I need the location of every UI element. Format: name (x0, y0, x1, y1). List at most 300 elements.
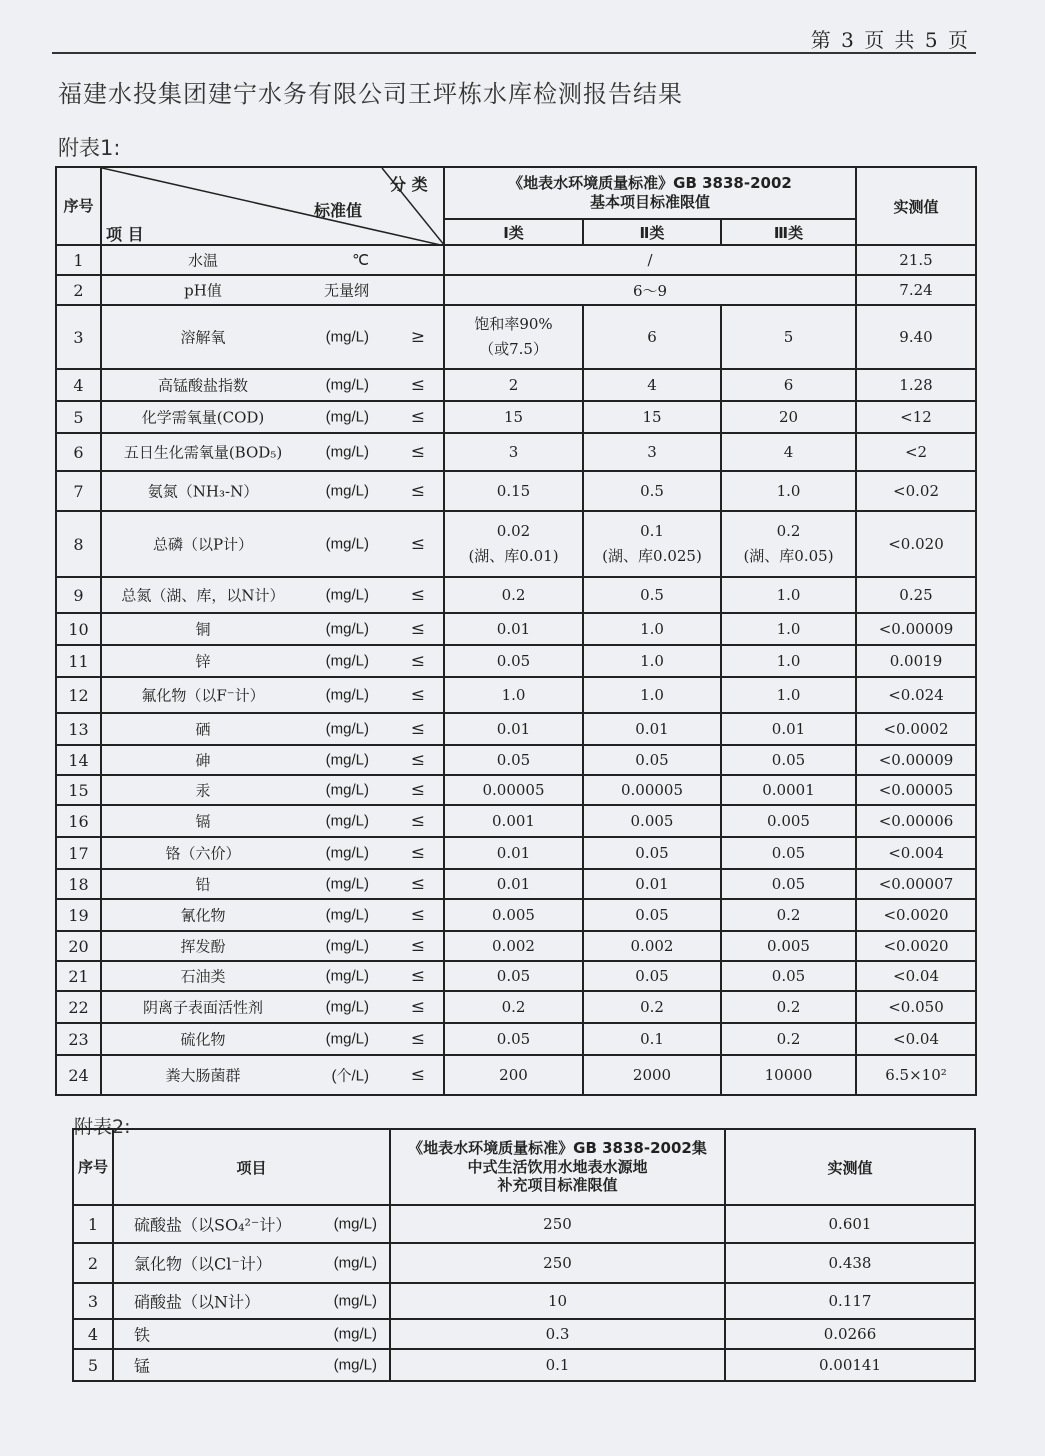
item-cell (101, 433, 444, 471)
item-name: 铁 (134, 1325, 151, 1345)
table-row (56, 645, 976, 677)
item-cell (101, 961, 444, 991)
item-relation: ≤ (410, 750, 425, 770)
t2-measured-header: 实测值 (725, 1129, 975, 1205)
serial-cell: 20 (56, 931, 101, 961)
c2-limit-cell: 1.0 (583, 645, 721, 677)
item-relation: ≤ (410, 811, 425, 831)
c1-limit-line2: （或7.5） (479, 340, 548, 358)
t2-serial-header: 序号 (73, 1129, 113, 1205)
item-unit: (mg/L) (325, 535, 369, 553)
measured-cell: <0.0020 (856, 931, 976, 961)
item-name: 铬（六价） (165, 844, 241, 863)
item-unit: (mg/L) (325, 686, 369, 704)
table-row (56, 471, 976, 511)
item-name: 硒 (195, 720, 211, 739)
item-cell (101, 869, 444, 899)
item-unit: (mg/L) (325, 937, 369, 955)
document-title: 福建水投集团建宁水务有限公司王坪栋水库检测报告结果 (58, 80, 683, 108)
item-unit: (mg/L) (325, 875, 369, 893)
item-name: 氟化物（以F⁻计） (141, 686, 265, 705)
measured-cell: 21.5 (856, 245, 976, 275)
c3-limit-line1: 0.2 (776, 522, 801, 541)
item-unit: (mg/L) (325, 720, 369, 738)
item-unit: (mg/L) (325, 652, 369, 670)
c2-limit-cell: 1.0 (583, 613, 721, 645)
c1-limit-cell: 0.2 (444, 991, 583, 1023)
c3-limit-cell: 0.05 (721, 745, 856, 775)
standard-title-line1: 《地表水环境质量标准》GB 3838-2002 (508, 174, 792, 193)
measured-cell: 9.40 (856, 305, 976, 369)
basic-items-table (55, 166, 977, 1096)
table-row (73, 1319, 975, 1349)
c3-limit-cell: 1.0 (721, 645, 856, 677)
item-cell (101, 1023, 444, 1055)
item-name: 五日生化需氧量(BOD₅) (123, 443, 283, 462)
c3-limit-cell: 0.2 (721, 1023, 856, 1055)
item-unit: (mg/L) (325, 376, 369, 394)
serial-cell: 1 (56, 245, 101, 275)
serial-cell: 18 (56, 869, 101, 899)
item-cell (113, 1283, 390, 1319)
c2-limit-cell: 0.05 (583, 745, 721, 775)
table-row (56, 713, 976, 745)
measured-cell: <0.04 (856, 1023, 976, 1055)
item-cell (101, 471, 444, 511)
t2-item-header: 项目 (113, 1129, 390, 1205)
header-rule (52, 52, 976, 54)
page-number: 第 3 页 共 5 页 (810, 28, 970, 52)
c1-limit-cell: 0.01 (444, 713, 583, 745)
item-name: 化学需氧量(COD) (141, 408, 265, 427)
t2-standard-header (390, 1129, 725, 1205)
item-name: 铅 (195, 875, 211, 894)
measured-cell: <0.04 (856, 961, 976, 991)
c1-limit-cell: 3 (444, 433, 583, 471)
measured-cell: <0.00005 (856, 775, 976, 805)
item-unit: (mg/L) (325, 751, 369, 769)
item-cell (101, 401, 444, 433)
c3-limit-cell: 10000 (721, 1055, 856, 1095)
c3-limit-cell: 0.005 (721, 931, 856, 961)
c2-limit-cell: 0.2 (583, 991, 721, 1023)
c1-limit-cell: 0.05 (444, 1023, 583, 1055)
item-cell (113, 1243, 390, 1283)
c1-limit-cell: 1.0 (444, 677, 583, 713)
item-cell (101, 275, 444, 305)
item-cell (101, 713, 444, 745)
c2-limit-line2: (湖、库0.025) (602, 547, 702, 565)
c1-limit-cell: 0.05 (444, 745, 583, 775)
limit-cell: 250 (390, 1205, 725, 1243)
c2-limit-cell: 15 (583, 401, 721, 433)
c1-limit-cell: 0.005 (444, 899, 583, 931)
serial-cell: 24 (56, 1055, 101, 1095)
measured-cell: <0.024 (856, 677, 976, 713)
item-relation: ≤ (410, 905, 425, 925)
table-row (56, 1023, 976, 1055)
item-relation: ≤ (410, 719, 425, 739)
measured-cell: 0.0266 (725, 1319, 975, 1349)
serial-cell: 9 (56, 577, 101, 613)
table-row (56, 613, 976, 645)
standard-label: 标准值 (314, 201, 363, 220)
c1-limit-cell: 0.05 (444, 645, 583, 677)
table-row (56, 245, 976, 275)
table-row (56, 1055, 976, 1095)
class3-header: Ⅲ类 (721, 219, 856, 245)
item-name: 氨氮（NH₃-N） (147, 482, 259, 501)
serial-cell: 1 (73, 1205, 113, 1243)
item-unit: (mg/L) (333, 1215, 377, 1233)
item-standard-header (101, 167, 444, 245)
c3-limit-cell: 0.005 (721, 805, 856, 837)
item-cell (113, 1205, 390, 1243)
item-unit: (mg/L) (325, 586, 369, 604)
c3-limit-cell: 1.0 (721, 677, 856, 713)
item-label: 项 目 (106, 225, 144, 244)
c3-limit-cell: 0.01 (721, 713, 856, 745)
c1-limit-line1: 0.02 (496, 522, 531, 541)
item-relation: ≤ (410, 651, 425, 671)
table-row (56, 677, 976, 713)
measured-cell: <0.050 (856, 991, 976, 1023)
standard-title-line2: 基本项目标准限值 (589, 193, 710, 211)
item-unit: (mg/L) (325, 967, 369, 985)
measured-cell: <0.0002 (856, 713, 976, 745)
table-row (56, 991, 976, 1023)
c2-limit-cell: 6 (583, 305, 721, 369)
measured-cell: <2 (856, 433, 976, 471)
measured-cell: <0.004 (856, 837, 976, 869)
limit-cell: 250 (390, 1243, 725, 1283)
item-relation: ≤ (410, 780, 425, 800)
measured-cell: 7.24 (856, 275, 976, 305)
c2-limit-cell: 0.5 (583, 471, 721, 511)
measured-cell: <0.00009 (856, 745, 976, 775)
item-name: 汞 (195, 781, 211, 800)
item-relation: ≤ (410, 997, 425, 1017)
item-unit: (mg/L) (325, 482, 369, 500)
item-cell (113, 1319, 390, 1349)
item-name: 砷 (195, 751, 211, 770)
merged-limit-cell: 6～9 (444, 275, 856, 305)
serial-cell: 5 (56, 401, 101, 433)
c2-limit-cell: 0.00005 (583, 775, 721, 805)
c2-limit-cell: 0.1 (583, 1023, 721, 1055)
c3-limit-cell (721, 511, 856, 577)
c1-limit-cell: 200 (444, 1055, 583, 1095)
item-unit: (mg/L) (325, 408, 369, 426)
table-row (56, 275, 976, 305)
c3-limit-cell: 0.2 (721, 899, 856, 931)
table1-label: 附表1: (58, 136, 121, 160)
item-name: 石油类 (180, 967, 226, 986)
item-relation: ≤ (410, 407, 425, 427)
item-relation: ≤ (410, 685, 425, 705)
item-cell (101, 577, 444, 613)
t2-standard-line2: 中式生活饮用水地表水源地 (467, 1157, 648, 1176)
serial-cell: 5 (73, 1349, 113, 1381)
c1-limit-cell: 2 (444, 369, 583, 401)
serial-cell: 12 (56, 677, 101, 713)
serial-cell: 2 (56, 275, 101, 305)
serial-cell: 22 (56, 991, 101, 1023)
item-name: 硝酸盐（以N计） (134, 1292, 261, 1312)
c1-limit-cell: 0.01 (444, 613, 583, 645)
item-cell (113, 1349, 390, 1381)
item-name: 高锰酸盐指数 (157, 376, 248, 395)
item-name: 镉 (195, 812, 211, 831)
item-name: 锌 (195, 652, 211, 671)
c1-limit-line1: 饱和率90% (474, 315, 553, 334)
item-name: 粪大肠菌群 (165, 1066, 241, 1085)
measured-cell: 0.117 (725, 1283, 975, 1319)
table-row (56, 837, 976, 869)
table-row (73, 1283, 975, 1319)
item-cell (101, 613, 444, 645)
item-name: 挥发酚 (180, 937, 226, 956)
item-relation: ≤ (410, 481, 425, 501)
item-cell (101, 991, 444, 1023)
serial-header: 序号 (56, 167, 101, 245)
item-relation: ≤ (410, 1065, 425, 1085)
item-name: 锰 (134, 1356, 151, 1376)
table-row (56, 961, 976, 991)
measured-cell: <0.02 (856, 471, 976, 511)
measured-header: 实测值 (856, 167, 976, 245)
serial-cell: 15 (56, 775, 101, 805)
item-relation: ≤ (410, 966, 425, 986)
measured-cell: 0.0019 (856, 645, 976, 677)
class2-header: Ⅱ类 (583, 219, 721, 245)
c3-limit-cell: 6 (721, 369, 856, 401)
c3-limit-cell: 20 (721, 401, 856, 433)
item-name: 硫酸盐（以SO₄²⁻计） (134, 1215, 292, 1235)
c1-limit-cell: 0.2 (444, 577, 583, 613)
serial-cell: 17 (56, 837, 101, 869)
standard-title-header (444, 167, 856, 219)
serial-cell: 3 (56, 305, 101, 369)
item-cell (101, 745, 444, 775)
c2-limit-line1: 0.1 (640, 522, 664, 541)
supplementary-items-table (72, 1128, 976, 1382)
item-unit: 无量纲 (323, 282, 369, 300)
c2-limit-cell: 0.01 (583, 713, 721, 745)
c1-limit-cell: 15 (444, 401, 583, 433)
measured-cell: 6.5×10² (856, 1055, 976, 1095)
item-relation: ≤ (410, 534, 425, 554)
c3-limit-line2: (湖、库0.05) (743, 547, 834, 565)
c1-limit-cell: 0.05 (444, 961, 583, 991)
c2-limit-cell: 0.05 (583, 837, 721, 869)
item-unit: (mg/L) (325, 906, 369, 924)
item-name: 铜 (195, 620, 211, 639)
measured-cell: <0.00007 (856, 869, 976, 899)
c3-limit-cell: 4 (721, 433, 856, 471)
measured-cell: <0.00006 (856, 805, 976, 837)
measured-cell: <0.020 (856, 511, 976, 577)
serial-cell: 16 (56, 805, 101, 837)
c2-limit-cell: 0.05 (583, 961, 721, 991)
c1-limit-cell: 0.15 (444, 471, 583, 511)
serial-cell: 6 (56, 433, 101, 471)
item-name: 氰化物 (180, 906, 226, 925)
serial-cell: 8 (56, 511, 101, 577)
serial-cell: 19 (56, 899, 101, 931)
item-relation: ≤ (410, 1029, 425, 1049)
c3-limit-cell: 0.05 (721, 869, 856, 899)
serial-cell: 3 (73, 1283, 113, 1319)
table2-label: 附表2: (74, 1116, 131, 1138)
serial-cell: 14 (56, 745, 101, 775)
c2-limit-cell: 0.002 (583, 931, 721, 961)
limit-cell: 0.1 (390, 1349, 725, 1381)
serial-cell: 23 (56, 1023, 101, 1055)
c3-limit-cell: 0.2 (721, 991, 856, 1023)
c3-limit-cell: 0.05 (721, 961, 856, 991)
item-unit: (mg/L) (325, 620, 369, 638)
item-name: 阴离子表面活性剂 (142, 998, 263, 1017)
c3-limit-cell: 1.0 (721, 577, 856, 613)
item-cell (101, 775, 444, 805)
c2-limit-cell: 0.01 (583, 869, 721, 899)
item-unit: (mg/L) (333, 1254, 377, 1272)
serial-cell: 21 (56, 961, 101, 991)
table-row (56, 369, 976, 401)
table-row (56, 899, 976, 931)
measured-cell: 0.00141 (725, 1349, 975, 1381)
item-relation: ≤ (410, 375, 425, 395)
item-unit: (mg/L) (325, 998, 369, 1016)
serial-cell: 4 (73, 1319, 113, 1349)
c2-limit-cell: 3 (583, 433, 721, 471)
c1-limit-cell: 0.001 (444, 805, 583, 837)
c2-limit-cell: 2000 (583, 1055, 721, 1095)
item-unit: (mg/L) (325, 844, 369, 862)
c3-limit-cell: 5 (721, 305, 856, 369)
category-label: 分 类 (390, 175, 428, 194)
table-row (56, 511, 976, 577)
item-unit: (mg/L) (333, 1356, 377, 1374)
item-cell (101, 305, 444, 369)
serial-cell: 2 (73, 1243, 113, 1283)
serial-cell: 11 (56, 645, 101, 677)
c1-limit-cell: 0.01 (444, 869, 583, 899)
item-unit: ℃ (352, 252, 369, 269)
serial-cell: 13 (56, 713, 101, 745)
item-name: 氯化物（以Cl⁻计） (134, 1254, 272, 1274)
measured-cell: <0.0020 (856, 899, 976, 931)
item-unit: (mg/L) (333, 1325, 377, 1343)
c2-limit-cell (583, 511, 721, 577)
item-unit: (mg/L) (325, 328, 369, 346)
table-row (73, 1349, 975, 1381)
item-unit: (mg/L) (325, 781, 369, 799)
c2-limit-cell: 1.0 (583, 677, 721, 713)
table-row (56, 869, 976, 899)
class1-header: Ⅰ类 (444, 219, 583, 245)
item-cell (101, 677, 444, 713)
c2-limit-cell: 0.005 (583, 805, 721, 837)
item-cell (101, 369, 444, 401)
serial-cell: 10 (56, 613, 101, 645)
item-relation: ≤ (410, 619, 425, 639)
table-row (56, 931, 976, 961)
c1-limit-cell (444, 305, 583, 369)
c3-limit-cell: 1.0 (721, 471, 856, 511)
item-relation: ≤ (410, 874, 425, 894)
table-row (56, 745, 976, 775)
measured-cell: 0.25 (856, 577, 976, 613)
measured-cell: 0.601 (725, 1205, 975, 1243)
item-cell (101, 931, 444, 961)
item-relation: ≤ (410, 442, 425, 462)
table-row (56, 775, 976, 805)
limit-cell: 10 (390, 1283, 725, 1319)
item-relation: ≤ (410, 936, 425, 956)
item-cell (101, 837, 444, 869)
table-row (56, 577, 976, 613)
table-row (56, 805, 976, 837)
merged-limit-cell: / (444, 245, 856, 275)
measured-cell: 0.438 (725, 1243, 975, 1283)
t2-standard-line1: 《地表水环境质量标准》GB 3838-2002集 (408, 1138, 707, 1157)
item-name: 水温 (187, 251, 218, 270)
c3-limit-cell: 0.0001 (721, 775, 856, 805)
item-name: 硫化物 (180, 1030, 226, 1049)
c1-limit-cell: 0.01 (444, 837, 583, 869)
table-row (73, 1205, 975, 1243)
table-row (73, 1243, 975, 1283)
c1-limit-cell (444, 511, 583, 577)
item-cell (101, 245, 444, 275)
item-name: 溶解氧 (180, 328, 226, 347)
item-unit: (mg/L) (325, 1030, 369, 1048)
c3-limit-cell: 1.0 (721, 613, 856, 645)
limit-cell: 0.3 (390, 1319, 725, 1349)
item-name: 总磷（以P计） (152, 535, 254, 554)
item-unit: (mg/L) (325, 443, 369, 461)
serial-cell: 7 (56, 471, 101, 511)
c2-limit-cell: 4 (583, 369, 721, 401)
c1-limit-line2: (湖、库0.01) (468, 547, 559, 565)
c2-limit-cell: 0.05 (583, 899, 721, 931)
item-cell (101, 1055, 444, 1095)
item-unit: (mg/L) (333, 1292, 377, 1310)
c1-limit-cell: 0.00005 (444, 775, 583, 805)
c2-limit-cell: 0.5 (583, 577, 721, 613)
table-row (56, 433, 976, 471)
item-unit: (mg/L) (325, 812, 369, 830)
measured-cell: <12 (856, 401, 976, 433)
item-cell (101, 511, 444, 577)
item-relation: ≤ (410, 843, 425, 863)
item-name: pH值 (184, 281, 222, 300)
table-row (56, 401, 976, 433)
table-row (56, 305, 976, 369)
item-cell (101, 899, 444, 931)
item-name: 总氮（湖、库，以N计） (121, 586, 285, 605)
c3-limit-cell: 0.05 (721, 837, 856, 869)
c1-limit-cell: 0.002 (444, 931, 583, 961)
serial-cell: 4 (56, 369, 101, 401)
item-cell (101, 645, 444, 677)
t2-standard-line3: 补充项目标准限值 (497, 1176, 618, 1195)
measured-cell: 1.28 (856, 369, 976, 401)
measured-cell: <0.00009 (856, 613, 976, 645)
item-unit: (个/L) (331, 1067, 369, 1085)
